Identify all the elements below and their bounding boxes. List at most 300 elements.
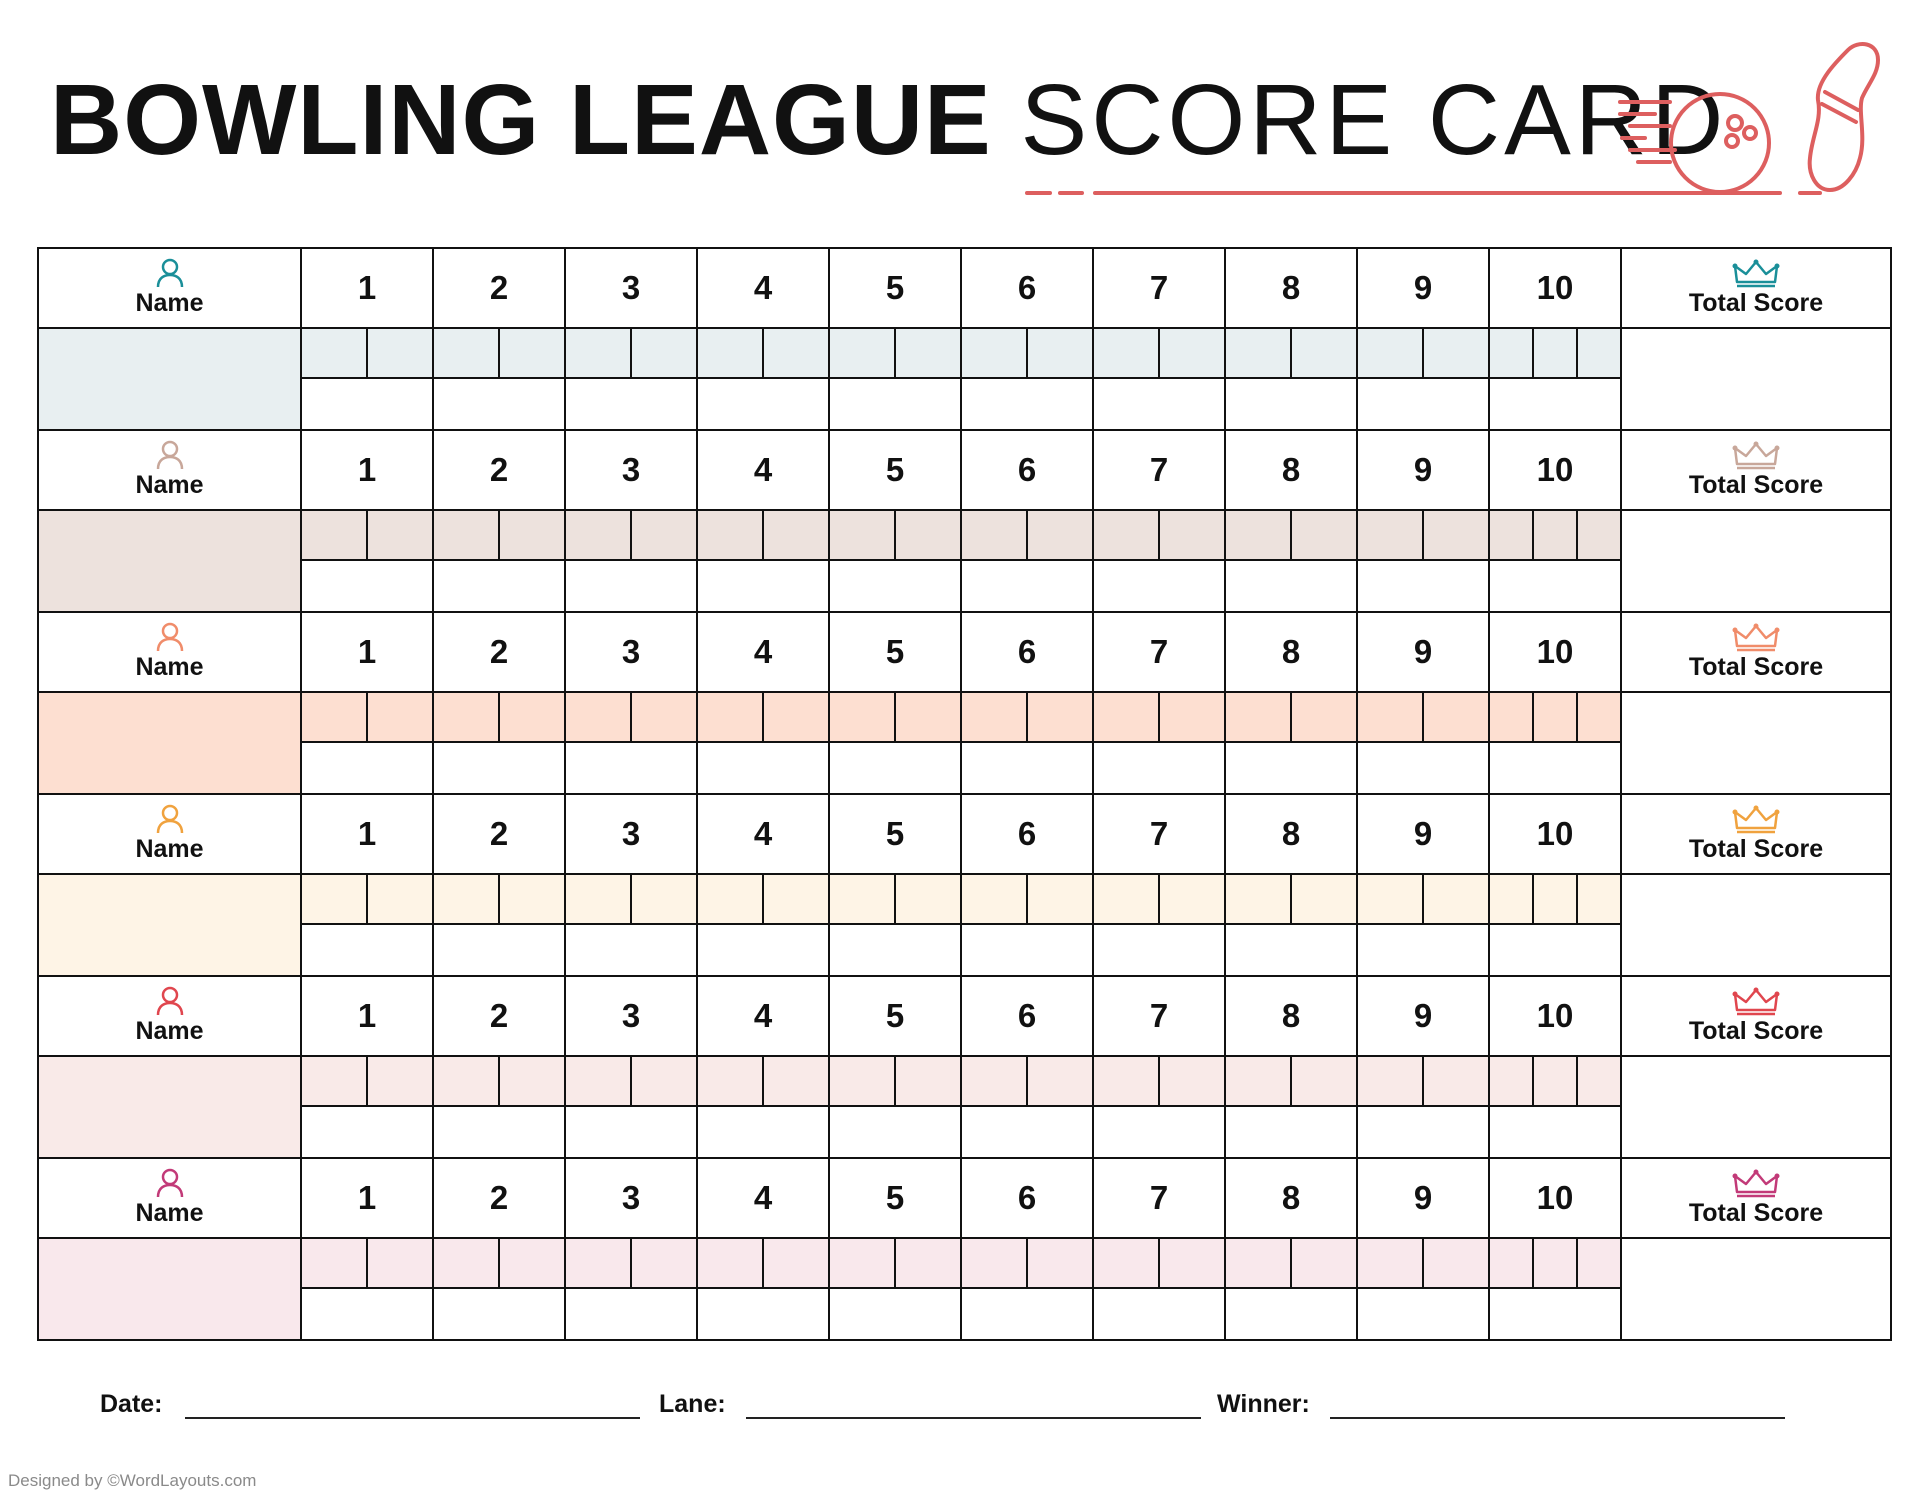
frame-score-cell[interactable] [1489,328,1621,430]
running-total-box[interactable] [302,925,432,975]
roll-box[interactable] [632,875,696,925]
frame-score-cell[interactable] [301,1056,433,1158]
running-total-box[interactable] [830,379,960,429]
roll-box[interactable] [698,693,764,743]
frame-number: 8 [1225,1158,1357,1238]
frame-score-cell[interactable] [697,510,829,612]
roll-box[interactable] [500,329,564,379]
roll-box[interactable] [1424,693,1488,743]
roll-box[interactable] [896,511,960,561]
frame-score-cell[interactable] [433,1238,565,1340]
player-score-row [38,1238,1891,1340]
running-total-box[interactable] [1358,1289,1488,1339]
player-name-input[interactable] [38,328,301,430]
player-header-row [38,1158,1891,1238]
frame-number: 7 [1093,1158,1225,1238]
running-total-box[interactable] [698,1107,828,1157]
roll-box[interactable] [962,329,1028,379]
roll-box[interactable] [632,1057,696,1107]
roll-box[interactable] [830,1239,896,1289]
frame-score-cell[interactable] [829,510,961,612]
frame-number: 3 [565,612,697,692]
roll-box[interactable] [1028,329,1092,379]
total-score-input[interactable] [1621,510,1891,612]
total-score-header [1621,1158,1891,1238]
crown-icon [1729,622,1783,652]
roll-box[interactable] [500,1057,564,1107]
crown-icon [1729,440,1783,470]
roll-box[interactable] [1534,1239,1578,1289]
total-score-label: Total Score [1688,653,1824,681]
frame-score-cell[interactable] [301,874,433,976]
roll-box[interactable] [1292,511,1356,561]
roll-box[interactable] [1358,511,1424,561]
player-score-row [38,692,1891,794]
running-total-box[interactable] [1094,1289,1224,1339]
frame-score-cell[interactable] [1489,692,1621,794]
roll-box[interactable] [302,1057,368,1107]
running-total-box[interactable] [962,379,1092,429]
crown-icon [1729,804,1783,834]
player-score-row [38,328,1891,430]
roll-box[interactable] [1226,1057,1292,1107]
running-total-box[interactable] [698,1289,828,1339]
running-total-box[interactable] [1490,1107,1620,1157]
running-total-box[interactable] [566,925,696,975]
running-total-box[interactable] [434,925,564,975]
roll-box[interactable] [1292,1057,1356,1107]
frame-number: 5 [829,612,961,692]
running-total-box[interactable] [1226,1289,1356,1339]
roll-box[interactable] [368,511,432,561]
roll-box[interactable] [434,329,500,379]
roll-box[interactable] [1424,1057,1488,1107]
roll-box[interactable] [896,693,960,743]
roll-box[interactable] [1094,693,1160,743]
running-total-box[interactable] [830,1107,960,1157]
frame-score-cell[interactable] [565,692,697,794]
running-total-box[interactable] [434,379,564,429]
running-total-box[interactable] [1358,743,1488,793]
running-total-box[interactable] [698,379,828,429]
roll-box[interactable] [566,511,632,561]
frame-score-cell[interactable] [433,1056,565,1158]
roll-box[interactable] [830,875,896,925]
roll-box[interactable] [1160,875,1224,925]
roll-box[interactable] [566,1057,632,1107]
player-score-row [38,1056,1891,1158]
roll-box[interactable] [698,1057,764,1107]
roll-box[interactable] [896,329,960,379]
roll-box[interactable] [302,875,368,925]
frame-score-cell[interactable] [1489,510,1621,612]
running-total-box[interactable] [566,1289,696,1339]
roll-box[interactable] [698,1239,764,1289]
running-total-box[interactable] [1094,925,1224,975]
running-total-box[interactable] [698,743,828,793]
roll-box[interactable] [896,1057,960,1107]
frame-score-cell[interactable] [565,328,697,430]
person-icon [155,440,185,470]
roll-box[interactable] [962,511,1028,561]
frame-score-cell[interactable] [1357,692,1489,794]
roll-box[interactable] [1028,693,1092,743]
frame-number: 5 [829,1158,961,1238]
running-total-box[interactable] [566,379,696,429]
frame-number: 10 [1489,248,1621,328]
frame-number: 8 [1225,794,1357,874]
roll-box[interactable] [1534,329,1578,379]
frame-score-cell[interactable] [1489,874,1621,976]
frame-score-cell[interactable] [1225,692,1357,794]
roll-box[interactable] [830,329,896,379]
roll-box[interactable] [368,693,432,743]
roll-box[interactable] [698,875,764,925]
frame-score-cell[interactable] [565,874,697,976]
lane-line[interactable] [746,1417,1201,1419]
roll-box[interactable] [1534,511,1578,561]
roll-box[interactable] [566,693,632,743]
roll-box[interactable] [1226,329,1292,379]
running-total-box[interactable] [1226,743,1356,793]
total-score-header [1621,794,1891,874]
roll-box[interactable] [1424,1239,1488,1289]
roll-box[interactable] [500,693,564,743]
frame-score-cell[interactable] [1093,1056,1225,1158]
running-total-box[interactable] [434,561,564,611]
roll-box[interactable] [764,511,828,561]
roll-box[interactable] [632,511,696,561]
roll-box[interactable] [434,1057,500,1107]
frame-score-cell[interactable] [961,510,1093,612]
roll-box[interactable] [434,693,500,743]
frame-score-cell[interactable] [961,328,1093,430]
roll-box[interactable] [1490,693,1534,743]
running-total-box[interactable] [962,561,1092,611]
running-total-box[interactable] [1226,1107,1356,1157]
frame-score-cell[interactable] [433,874,565,976]
roll-box[interactable] [1534,1057,1578,1107]
frame-score-cell[interactable] [1357,510,1489,612]
frame-score-cell[interactable] [301,1238,433,1340]
running-total-box[interactable] [962,1107,1092,1157]
frame-number: 4 [697,976,829,1056]
date-line[interactable] [185,1417,640,1419]
player-header-row [38,976,1891,1056]
running-total-box[interactable] [1226,379,1356,429]
roll-box[interactable] [1094,1239,1160,1289]
crown-icon [1729,986,1783,1016]
frame-score-cell[interactable] [829,328,961,430]
frame-score-cell[interactable] [1093,1238,1225,1340]
frame-score-cell[interactable] [1489,1238,1621,1340]
total-score-input[interactable] [1621,328,1891,430]
roll-box[interactable] [830,511,896,561]
roll-box[interactable] [632,1239,696,1289]
running-total-box[interactable] [1490,925,1620,975]
total-score-input[interactable] [1621,874,1891,976]
frame-score-cell[interactable] [1357,874,1489,976]
roll-box[interactable] [500,1239,564,1289]
name-label: Name [135,471,204,499]
running-total-box[interactable] [1226,561,1356,611]
frame-score-cell[interactable] [433,328,565,430]
roll-box[interactable] [1226,1239,1292,1289]
frame-score-cell[interactable] [697,1056,829,1158]
running-total-box[interactable] [302,1289,432,1339]
player-score-row [38,510,1891,612]
frame-score-cell[interactable] [433,692,565,794]
running-total-box[interactable] [1358,1107,1488,1157]
running-total-box[interactable] [962,925,1092,975]
frame-number: 2 [433,794,565,874]
roll-box[interactable] [962,1239,1028,1289]
roll-box[interactable] [1028,1057,1092,1107]
roll-box[interactable] [1160,1057,1224,1107]
roll-box[interactable] [962,1057,1028,1107]
running-total-box[interactable] [302,743,432,793]
roll-box[interactable] [566,875,632,925]
running-total-box[interactable] [302,561,432,611]
roll-box[interactable] [1094,511,1160,561]
roll-box[interactable] [1424,875,1488,925]
frame-score-cell[interactable] [1093,510,1225,612]
frame-number: 4 [697,248,829,328]
roll-box[interactable] [1094,1057,1160,1107]
roll-box[interactable] [302,693,368,743]
roll-box[interactable] [1534,875,1578,925]
frame-score-cell[interactable] [301,510,433,612]
running-total-box[interactable] [1490,1289,1620,1339]
score-card-table [37,247,1892,1341]
running-total-box[interactable] [830,925,960,975]
running-total-box[interactable] [1094,743,1224,793]
running-total-box[interactable] [962,1289,1092,1339]
frame-score-cell[interactable] [1225,510,1357,612]
running-total-box[interactable] [566,561,696,611]
frame-number: 7 [1093,794,1225,874]
running-total-box[interactable] [302,379,432,429]
total-score-input[interactable] [1621,692,1891,794]
frame-score-cell[interactable] [301,328,433,430]
running-total-box[interactable] [1094,1107,1224,1157]
player-name-input[interactable] [38,510,301,612]
frame-score-cell[interactable] [1093,692,1225,794]
frame-score-cell[interactable] [1225,328,1357,430]
running-total-box[interactable] [566,743,696,793]
roll-box[interactable] [1226,511,1292,561]
roll-box[interactable] [1160,693,1224,743]
frame-score-cell[interactable] [829,1238,961,1340]
roll-box[interactable] [1490,1057,1534,1107]
frame-score-cell[interactable] [1093,874,1225,976]
roll-box[interactable] [1490,329,1534,379]
running-total-box[interactable] [1358,561,1488,611]
roll-box[interactable] [434,875,500,925]
frame-number: 6 [961,794,1093,874]
roll-box[interactable] [1578,1057,1620,1107]
running-total-box[interactable] [698,561,828,611]
roll-box[interactable] [1028,511,1092,561]
roll-box[interactable] [896,875,960,925]
roll-box[interactable] [434,511,500,561]
roll-box[interactable] [566,1239,632,1289]
roll-box[interactable] [1490,511,1534,561]
frame-score-cell[interactable] [565,1056,697,1158]
player-name-input[interactable] [38,1238,301,1340]
roll-box[interactable] [1358,1239,1424,1289]
running-total-box[interactable] [1358,379,1488,429]
frame-number: 6 [961,430,1093,510]
roll-box[interactable] [1358,875,1424,925]
roll-box[interactable] [830,1057,896,1107]
roll-box[interactable] [1358,1057,1424,1107]
roll-box[interactable] [1424,511,1488,561]
roll-box[interactable] [1160,511,1224,561]
running-total-box[interactable] [1094,379,1224,429]
roll-box[interactable] [1094,329,1160,379]
frame-score-cell[interactable] [565,1238,697,1340]
frame-score-cell[interactable] [1225,1056,1357,1158]
frame-number: 5 [829,430,961,510]
roll-box[interactable] [1160,1239,1224,1289]
player-name-input[interactable] [38,1056,301,1158]
roll-box[interactable] [1226,875,1292,925]
roll-box[interactable] [368,329,432,379]
roll-box[interactable] [1292,329,1356,379]
running-total-box[interactable] [434,743,564,793]
roll-box[interactable] [368,875,432,925]
winner-line[interactable] [1330,1417,1785,1419]
running-total-box[interactable] [1490,561,1620,611]
frame-number: 7 [1093,248,1225,328]
running-total-box[interactable] [302,1107,432,1157]
frame-score-cell[interactable] [1357,1238,1489,1340]
frame-number: 5 [829,248,961,328]
frame-score-cell[interactable] [1489,1056,1621,1158]
running-total-box[interactable] [434,1289,564,1339]
roll-box[interactable] [566,329,632,379]
running-total-box[interactable] [1094,561,1224,611]
roll-box[interactable] [1358,329,1424,379]
roll-box[interactable] [302,1239,368,1289]
roll-box[interactable] [1226,693,1292,743]
roll-box[interactable] [632,693,696,743]
frame-score-cell[interactable] [961,1056,1093,1158]
frame-score-cell[interactable] [1093,328,1225,430]
roll-box[interactable] [1094,875,1160,925]
frame-score-cell[interactable] [565,510,697,612]
roll-box[interactable] [764,1057,828,1107]
frame-score-cell[interactable] [301,692,433,794]
roll-box[interactable] [368,1239,432,1289]
frame-score-cell[interactable] [433,510,565,612]
roll-box[interactable] [1292,875,1356,925]
roll-box[interactable] [1292,1239,1356,1289]
name-header [38,1158,301,1238]
roll-box[interactable] [1292,693,1356,743]
player-name-input[interactable] [38,692,301,794]
running-total-box[interactable] [830,743,960,793]
roll-box[interactable] [764,693,828,743]
frame-score-cell[interactable] [697,692,829,794]
frame-score-cell[interactable] [961,692,1093,794]
frame-number: 2 [433,612,565,692]
frame-number: 5 [829,794,961,874]
frame-number: 1 [301,794,433,874]
frame-score-cell[interactable] [829,1056,961,1158]
frame-score-cell[interactable] [697,1238,829,1340]
roll-box[interactable] [764,329,828,379]
running-total-box[interactable] [566,1107,696,1157]
running-total-box[interactable] [830,561,960,611]
roll-box[interactable] [698,511,764,561]
running-total-box[interactable] [1490,743,1620,793]
frame-score-cell[interactable] [1225,1238,1357,1340]
frame-score-cell[interactable] [961,1238,1093,1340]
running-total-box[interactable] [962,743,1092,793]
roll-box[interactable] [632,329,696,379]
running-total-box[interactable] [830,1289,960,1339]
frame-score-cell[interactable] [829,692,961,794]
frame-score-cell[interactable] [1225,874,1357,976]
roll-box[interactable] [830,693,896,743]
frame-number: 9 [1357,612,1489,692]
roll-box[interactable] [1578,693,1620,743]
roll-box[interactable] [764,875,828,925]
roll-box[interactable] [1028,875,1092,925]
total-score-input[interactable] [1621,1238,1891,1340]
roll-box[interactable] [1424,329,1488,379]
frame-score-cell[interactable] [1357,1056,1489,1158]
roll-box[interactable] [302,329,368,379]
frame-score-cell[interactable] [829,874,961,976]
running-total-box[interactable] [698,925,828,975]
running-total-box[interactable] [434,1107,564,1157]
credit-text: Designed by ©WordLayouts.com [8,1471,257,1490]
roll-box[interactable] [698,329,764,379]
roll-box[interactable] [1358,693,1424,743]
roll-box[interactable] [500,511,564,561]
frame-score-cell[interactable] [1357,328,1489,430]
roll-box[interactable] [500,875,564,925]
roll-box[interactable] [1578,875,1620,925]
roll-box[interactable] [434,1239,500,1289]
roll-box[interactable] [1578,329,1620,379]
roll-box[interactable] [1578,511,1620,561]
total-score-input[interactable] [1621,1056,1891,1158]
player-name-input[interactable] [38,874,301,976]
roll-box[interactable] [1028,1239,1092,1289]
roll-box[interactable] [302,511,368,561]
roll-box[interactable] [1534,693,1578,743]
frame-score-cell[interactable] [961,874,1093,976]
running-total-box[interactable] [1358,925,1488,975]
roll-box[interactable] [962,875,1028,925]
frame-score-cell[interactable] [697,874,829,976]
roll-box[interactable] [896,1239,960,1289]
running-total-box[interactable] [1226,925,1356,975]
roll-box[interactable] [1578,1239,1620,1289]
running-total-box[interactable] [1490,379,1620,429]
roll-box[interactable] [764,1239,828,1289]
roll-box[interactable] [368,1057,432,1107]
roll-box[interactable] [1490,1239,1534,1289]
roll-box[interactable] [962,693,1028,743]
frame-score-cell[interactable] [697,328,829,430]
roll-box[interactable] [1490,875,1534,925]
roll-box[interactable] [1160,329,1224,379]
